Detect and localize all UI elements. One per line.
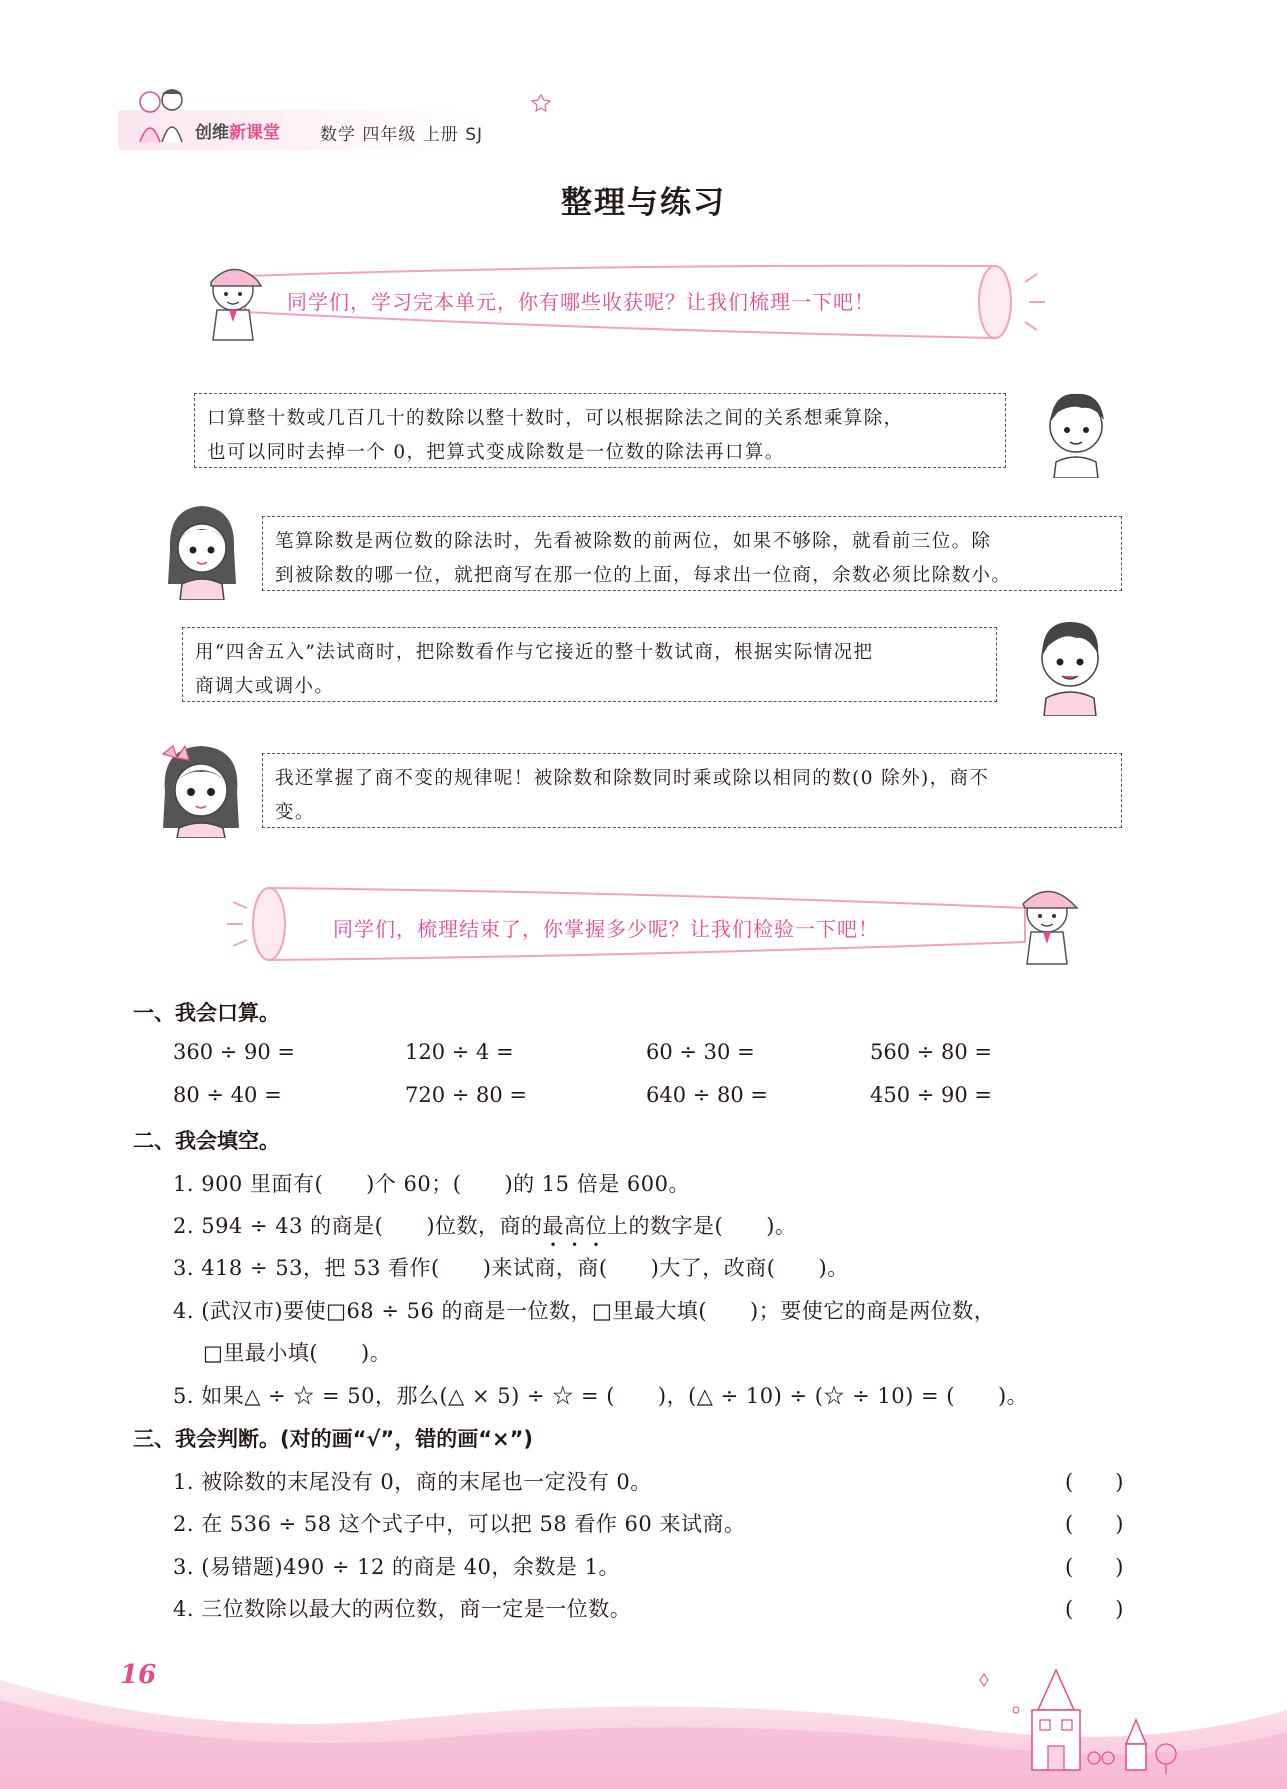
calc-item: 560 ÷ 80 = bbox=[870, 1040, 993, 1064]
girl-avatar-icon bbox=[160, 500, 244, 600]
calc-item: 60 ÷ 30 = bbox=[646, 1040, 755, 1064]
note-line: 我还掌握了商不变的规律呢！被除数和除数同时乘或除以相同的数(0 除外)，商不 bbox=[275, 768, 990, 789]
calc-item: 450 ÷ 90 = bbox=[870, 1083, 993, 1107]
boy-avatar-icon bbox=[1028, 612, 1112, 716]
section-heading: 一、我会口算。 bbox=[133, 1001, 280, 1025]
note-card bbox=[182, 627, 997, 702]
note-line: 口算整十数或几百几十的数除以整十数时，可以根据除法之间的关系想乘算除， bbox=[207, 408, 904, 429]
answer-box[interactable]: ( ) bbox=[1065, 1470, 1124, 1494]
judgment-item: 4. 三位数除以最大的两位数，商一定是一位数。 bbox=[173, 1597, 632, 1621]
emphasis-dot: 最 bbox=[542, 1214, 565, 1238]
banner-bottom-text: 同学们，梳理结束了，你掌握多少呢？让我们检验一下吧！ bbox=[333, 917, 879, 941]
section-heading: 三、我会判断。(对的画“√”，错的画“×”) bbox=[133, 1427, 534, 1451]
calc-item: 720 ÷ 80 = bbox=[405, 1083, 528, 1107]
question-item: 2. 594 ÷ 43 的商是( )位数，商的最高位上的数字是( )。 bbox=[173, 1214, 797, 1238]
calc-item: 640 ÷ 80 = bbox=[646, 1083, 769, 1107]
question-item: 1. 900 里面有( )个 60；( )的 15 倍是 600。 bbox=[173, 1172, 690, 1196]
answer-box[interactable]: ( ) bbox=[1065, 1597, 1124, 1621]
answer-box[interactable]: ( ) bbox=[1065, 1555, 1124, 1579]
emphasis-dot: 位 bbox=[585, 1214, 608, 1238]
page-title: 整理与练习 bbox=[561, 185, 726, 221]
flower-icon bbox=[530, 92, 552, 112]
answer-box[interactable]: ( ) bbox=[1065, 1512, 1124, 1536]
question-item-continuation: □里最小填( )。 bbox=[203, 1341, 392, 1365]
note-line: 到被除数的哪一位，就把商写在那一位的上面，每求出一位商，余数必须比除数小。 bbox=[275, 565, 1012, 586]
judgment-item: 1. 被除数的末尾没有 0，商的末尾也一定没有 0。 bbox=[173, 1470, 652, 1494]
note-card bbox=[194, 393, 1006, 468]
section-heading: 二、我会填空。 bbox=[133, 1129, 280, 1153]
emphasis-dot: 高 bbox=[564, 1214, 586, 1238]
note-line: 也可以同时去掉一个 0，把算式变成除数是一位数的除法再口算。 bbox=[207, 442, 785, 463]
note-line: 商调大或调小。 bbox=[195, 676, 335, 697]
calc-item: 120 ÷ 4 = bbox=[405, 1040, 514, 1064]
note-card bbox=[262, 516, 1122, 591]
banner-top-text: 同学们，学习完本单元，你有哪些收获呢？让我们梳理一下吧！ bbox=[287, 290, 875, 314]
question-item: 5. 如果△ ÷ ☆ = 50，那么(△ × 5) ÷ ☆ = ( )，(△ ÷ 10) ÷ (☆ ÷ 10) = ( )。 bbox=[173, 1384, 1029, 1408]
boy-avatar-icon bbox=[1036, 382, 1116, 478]
note-card bbox=[262, 753, 1122, 828]
calc-item: 80 ÷ 40 = bbox=[173, 1083, 282, 1107]
girl-avatar-icon bbox=[155, 738, 247, 838]
note-line: 笔算除数是两位数的除法时，先看被除数的前两位，如果不够除，就看前三位。除 bbox=[275, 531, 992, 552]
brand-logo: 创维新课堂 bbox=[195, 123, 280, 143]
question-item: 4. (武汉市)要使□68 ÷ 56 的商是一位数，□里最大填( )；要使它的商是两位数， bbox=[173, 1299, 996, 1323]
judgment-item: 2. 在 536 ÷ 58 这个式子中，可以把 58 看作 60 来试商。 bbox=[173, 1512, 746, 1536]
header-subtitle: 数学 四年级 上册 SJ bbox=[320, 125, 484, 145]
calc-item: 360 ÷ 90 = bbox=[173, 1040, 296, 1064]
question-item: 3. 418 ÷ 53，把 53 看作( )来试商，商( )大了，改商( )。 bbox=[173, 1256, 849, 1280]
note-line: 用“四舍五入”法试商时，把除数看作与它接近的整十数试商，根据实际情况把 bbox=[195, 642, 874, 663]
page-number: 16 bbox=[120, 1660, 157, 1690]
castle-icon bbox=[970, 1650, 1190, 1789]
judgment-item: 3. (易错题)490 ÷ 12 的商是 40，余数是 1。 bbox=[173, 1555, 620, 1579]
note-line: 变。 bbox=[275, 802, 315, 823]
kids-logo-icon bbox=[128, 82, 198, 152]
